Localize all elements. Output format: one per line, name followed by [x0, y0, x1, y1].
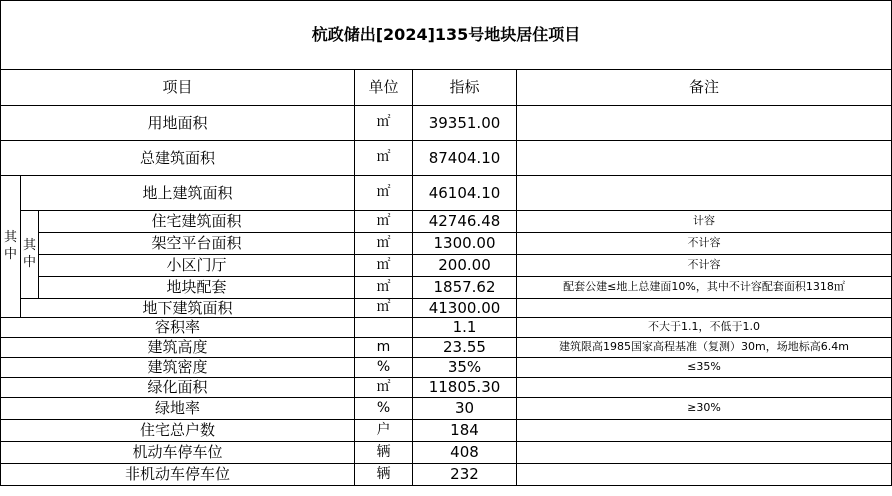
unit-cell: ㎡ — [355, 299, 413, 318]
table-row — [1, 338, 892, 358]
note-cell: ≤35% — [517, 358, 892, 378]
unit-cell — [355, 318, 413, 338]
table-row — [1, 277, 892, 299]
header-note: 备注 — [517, 70, 892, 106]
item-cell: 机动车停车位 — [1, 442, 355, 464]
table-row — [1, 211, 892, 233]
item-cell: 绿化面积 — [1, 378, 355, 398]
unit-cell: ㎡ — [355, 255, 413, 277]
inner-group-label — [21, 211, 39, 299]
item-cell: 总建筑面积 — [1, 141, 355, 176]
unit-cell: 辆 — [355, 442, 413, 464]
note-cell: 不大于1.1，不低于1.0 — [517, 318, 892, 338]
unit-cell: % — [355, 358, 413, 378]
table-row — [1, 318, 892, 338]
outer-label-char-2: 中 — [3, 246, 17, 262]
note-cell: 不计容 — [517, 233, 892, 255]
note-cell — [517, 378, 892, 398]
value-cell: 1857.62 — [413, 277, 517, 299]
header-unit: 单位 — [355, 70, 413, 106]
header-item: 项目 — [1, 70, 355, 106]
value-cell: 1300.00 — [413, 233, 517, 255]
note-cell — [517, 464, 892, 486]
inner-label-char-1: 其 — [22, 238, 36, 254]
item-cell: 地上建筑面积 — [21, 176, 355, 211]
item-cell: 绿地率 — [1, 398, 355, 420]
item-cell: 小区门厅 — [39, 255, 355, 277]
unit-cell: 户 — [355, 420, 413, 442]
unit-cell: ㎡ — [355, 106, 413, 141]
item-cell: 地下建筑面积 — [21, 299, 355, 318]
table-row — [1, 398, 892, 420]
outer-label-char-1: 其 — [3, 230, 17, 246]
table-row — [1, 106, 892, 141]
note-cell — [517, 420, 892, 442]
value-cell: 232 — [413, 464, 517, 486]
value-cell: 42746.48 — [413, 211, 517, 233]
note-cell — [517, 299, 892, 318]
note-cell — [517, 442, 892, 464]
value-cell: 87404.10 — [413, 141, 517, 176]
item-cell: 建筑密度 — [1, 358, 355, 378]
value-cell: 46104.10 — [413, 176, 517, 211]
item-cell: 住宅总户数 — [1, 420, 355, 442]
table-row — [1, 378, 892, 398]
unit-cell: m — [355, 338, 413, 358]
note-cell: 建筑限高1985国家高程基准（复测）30m，场地标高6.4m — [517, 338, 892, 358]
table-row — [1, 141, 892, 176]
table-row — [1, 420, 892, 442]
table-row — [1, 299, 892, 318]
table-row — [1, 464, 892, 486]
unit-cell: ㎡ — [355, 211, 413, 233]
table-row — [1, 358, 892, 378]
table-row — [1, 255, 892, 277]
value-cell: 39351.00 — [413, 106, 517, 141]
table-row — [1, 233, 892, 255]
unit-cell: 辆 — [355, 464, 413, 486]
item-cell: 容积率 — [1, 318, 355, 338]
unit-cell: ㎡ — [355, 233, 413, 255]
header-value: 指标 — [413, 70, 517, 106]
table-row — [1, 442, 892, 464]
value-cell: 35% — [413, 358, 517, 378]
value-cell: 11805.30 — [413, 378, 517, 398]
note-cell — [517, 141, 892, 176]
note-cell: 不计容 — [517, 255, 892, 277]
unit-cell: % — [355, 398, 413, 420]
item-cell: 非机动车停车位 — [1, 464, 355, 486]
value-cell: 184 — [413, 420, 517, 442]
value-cell: 23.55 — [413, 338, 517, 358]
unit-cell: ㎡ — [355, 176, 413, 211]
table-title: 杭政储出[2024]135号地块居住项目 — [1, 1, 892, 70]
table-row — [1, 176, 892, 211]
item-cell: 架空平台面积 — [39, 233, 355, 255]
value-cell: 30 — [413, 398, 517, 420]
outer-group-label — [1, 176, 21, 318]
value-cell: 41300.00 — [413, 299, 517, 318]
item-cell: 地块配套 — [39, 277, 355, 299]
value-cell: 408 — [413, 442, 517, 464]
note-cell — [517, 176, 892, 211]
unit-cell: ㎡ — [355, 277, 413, 299]
note-cell — [517, 106, 892, 141]
note-cell: 配套公建≤地上总建面10%，其中不计容配套面积1318㎡ — [517, 277, 892, 299]
item-cell: 用地面积 — [1, 106, 355, 141]
value-cell: 1.1 — [413, 318, 517, 338]
note-cell: ≥30% — [517, 398, 892, 420]
value-cell: 200.00 — [413, 255, 517, 277]
unit-cell: ㎡ — [355, 141, 413, 176]
unit-cell: ㎡ — [355, 378, 413, 398]
note-cell: 计容 — [517, 211, 892, 233]
item-cell: 住宅建筑面积 — [39, 211, 355, 233]
inner-label-char-2: 中 — [22, 254, 36, 270]
item-cell: 建筑高度 — [1, 338, 355, 358]
